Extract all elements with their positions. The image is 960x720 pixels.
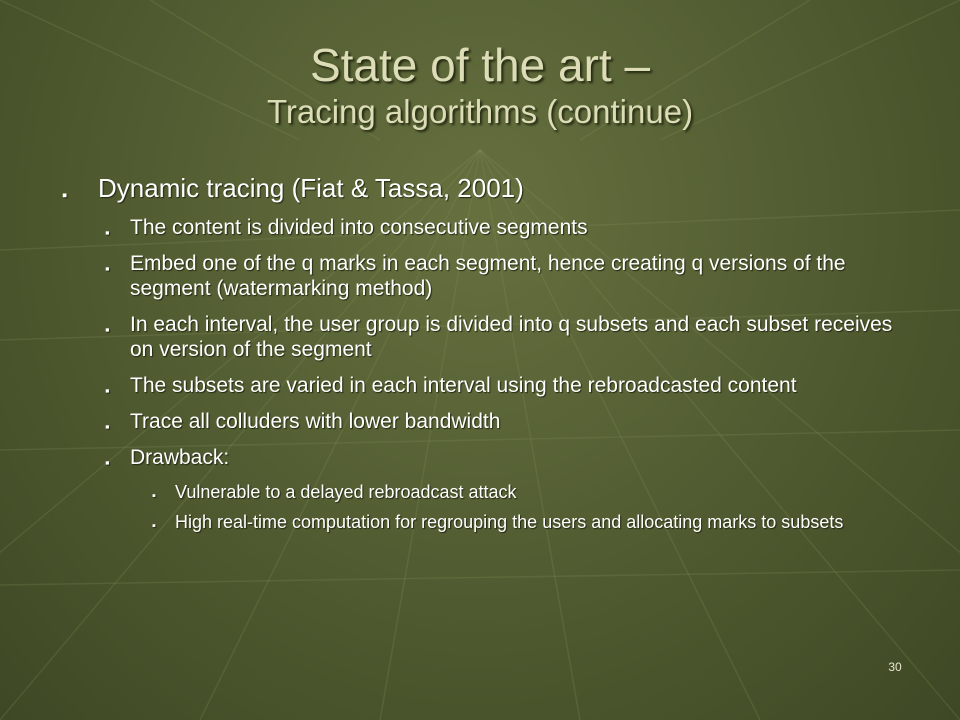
bullet-level3 (152, 481, 912, 503)
bullet-text: Dynamic tracing (Fiat & Tassa, 2001) (98, 173, 524, 203)
square-bullet-icon: ▪ (152, 520, 156, 532)
bullet-text: The subsets are varied in each interval using the rebroadcasted content (130, 374, 797, 397)
slide-title (0, 38, 960, 132)
page-number: 30 (888, 660, 902, 674)
bullet-level2 (105, 251, 912, 301)
bullet-level2 (105, 373, 912, 398)
square-bullet-icon: ▪ (152, 490, 156, 502)
bullet-level3 (152, 511, 912, 533)
bullet-text: In each interval, the user group is divided into q subsets and each subset receives on version of the segment (130, 313, 893, 361)
square-bullet-icon: ▪ (62, 187, 68, 204)
square-bullet-icon: ▪ (105, 322, 110, 337)
square-bullet-icon: ▪ (105, 261, 110, 276)
title-subtitle: Tracing algorithms (continue) (266, 93, 694, 130)
title-main: State of the art – (309, 39, 651, 91)
bullet-text: Embed one of the q marks in each segment, hence creating q versions of the segment (watermarking method) (130, 252, 846, 300)
bullet-text: High real-time computation for regrouping the users and allocating marks to subsets (175, 512, 844, 532)
square-bullet-icon: ▪ (105, 455, 110, 470)
square-bullet-icon: ▪ (105, 225, 110, 240)
bullet-text: Trace all colluders with lower bandwidth (130, 410, 501, 433)
square-bullet-icon: ▪ (105, 419, 110, 434)
bullet-text: Vulnerable to a delayed rebroadcast attack (175, 482, 517, 502)
bullet-level2 (105, 215, 912, 240)
bullet-level2 (105, 445, 912, 470)
bullet-level2 (105, 409, 912, 434)
bullet-text: The content is divided into consecutive segments (130, 216, 588, 239)
bullet-level1 (62, 172, 912, 204)
bullet-text: Drawback: (130, 446, 230, 469)
slide-body (62, 172, 912, 541)
bullet-level2 (105, 312, 912, 362)
square-bullet-icon: ▪ (105, 383, 110, 398)
